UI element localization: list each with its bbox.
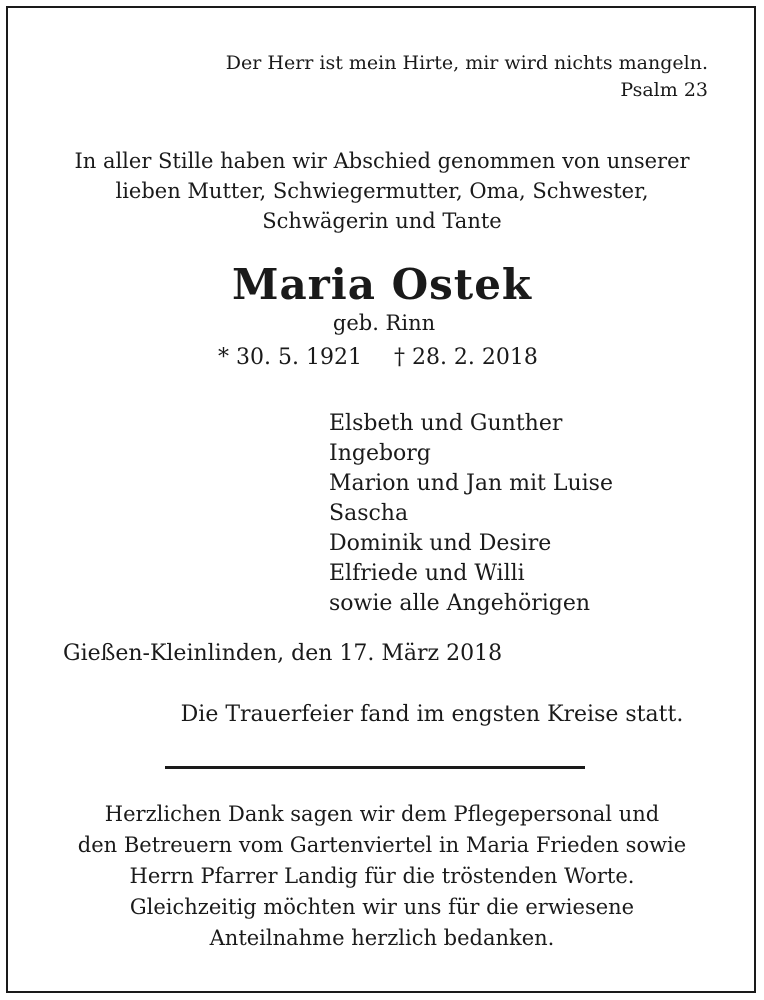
psalm-reference: Psalm 23 — [620, 79, 708, 101]
thanks-line: Herrn Pfarrer Landig für die tröstenden Worte. — [129, 864, 635, 888]
thanks-line: Gleichzeitig möchten wir uns für die erwiesene — [129, 895, 635, 919]
thanks-line: den Betreuern vom Gartenviertel in Maria Frieden sowie — [77, 833, 687, 857]
intro-line: In aller Stille haben wir Abschied genommen von unserer — [74, 149, 690, 173]
mourners-list — [329, 409, 613, 619]
mourner: sowie alle Angehörigen — [329, 591, 591, 616]
intro-line: Schwägerin und Tante — [262, 209, 502, 233]
psalm-verse: Der Herr ist mein Hirte, mir wird nichts mangeln. — [225, 52, 708, 74]
place-and-date: Gießen-Kleinlinden, den 17. März 2018 — [63, 641, 503, 666]
thanks-line: Anteilnahme herzlich bedanken. — [209, 926, 555, 950]
birth-date: * 30. 5. 1921 — [218, 345, 362, 370]
thanks-text — [0, 799, 764, 954]
mourner: Ingeborg — [329, 441, 431, 466]
funeral-note: Die Trauerfeier fand im engsten Kreise statt. — [180, 702, 684, 727]
intro-text — [0, 146, 764, 236]
thanks-line: Herzlichen Dank sagen wir dem Pflegepersonal und — [104, 802, 660, 826]
mourner: Marion und Jan mit Luise — [329, 471, 613, 496]
intro-line: lieben Mutter, Schwiegermutter, Oma, Schwester, — [115, 179, 649, 203]
mourner: Sascha — [329, 501, 409, 526]
life-dates — [218, 345, 538, 370]
mourner: Elfriede und Willi — [329, 561, 525, 586]
divider-rule — [165, 766, 585, 769]
birth-name: geb. Rinn — [332, 311, 436, 335]
mourner: Dominik und Desire — [329, 531, 552, 556]
deceased-name: Maria Ostek — [231, 260, 533, 309]
mourner: Elsbeth und Gunther — [329, 411, 563, 436]
death-date: † 28. 2. 2018 — [393, 345, 538, 370]
